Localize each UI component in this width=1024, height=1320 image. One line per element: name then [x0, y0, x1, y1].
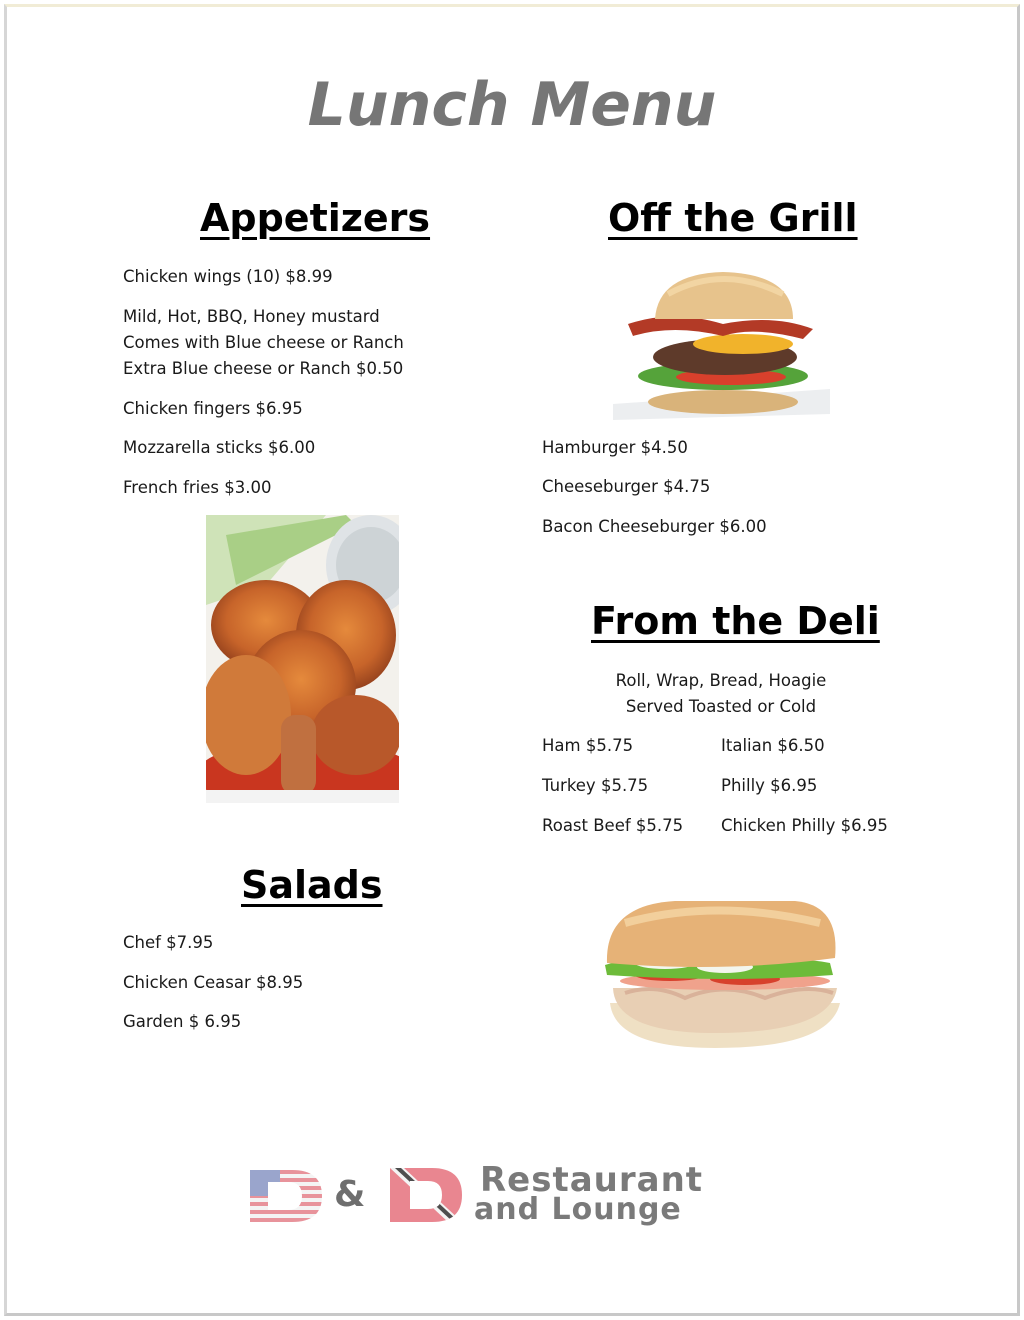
deli-subtitle-serving: Served Toasted or Cold: [625, 697, 817, 716]
menu-item: Garden $ 6.95: [123, 1012, 242, 1031]
tt-flag-d-icon: [390, 1168, 462, 1222]
menu-item: Chicken Ceasar $8.95: [123, 973, 304, 992]
chicken-wings-image: [206, 515, 399, 803]
cheeseburger-image: [613, 264, 830, 420]
menu-item: Hamburger $4.50: [542, 438, 688, 457]
sub-sandwich-image: [595, 893, 853, 1055]
appetizers-heading: Appetizers: [200, 196, 431, 240]
logo-ampersand: &: [334, 1174, 366, 1215]
deli-heading: From the Deli: [591, 599, 880, 643]
menu-item: Philly $6.95: [721, 776, 818, 795]
salads-heading: Salads: [241, 863, 383, 907]
deli-subtitle-breads: Roll, Wrap, Bread, Hoagie: [615, 671, 827, 690]
menu-item: Mozzarella sticks $6.00: [123, 438, 316, 457]
menu-item: Turkey $5.75: [542, 776, 649, 795]
page-title: Lunch Menu: [307, 70, 717, 140]
menu-page: [4, 4, 1020, 1316]
menu-item-note: Mild, Hot, BBQ, Honey mustard: [123, 307, 380, 326]
menu-item: Chicken Philly $6.95: [721, 816, 888, 835]
logo-lounge-text: and Lounge: [474, 1192, 682, 1227]
menu-item: Extra Blue cheese or Ranch $0.50: [123, 359, 404, 378]
menu-item: Ham $5.75: [542, 736, 634, 755]
menu-item: French fries $3.00: [123, 478, 272, 497]
logo-restaurant-text: Restaurant: [480, 1160, 704, 1200]
menu-item: Chicken wings (10) $8.99: [123, 267, 333, 286]
menu-item: Chicken fingers $6.95: [123, 399, 303, 418]
menu-item: Roast Beef $5.75: [542, 816, 684, 835]
menu-item-note: Comes with Blue cheese or Ranch: [123, 333, 404, 352]
menu-item: Chef $7.95: [123, 933, 214, 952]
menu-item: Cheeseburger $4.75: [542, 477, 711, 496]
grill-heading: Off the Grill: [608, 196, 858, 240]
restaurant-logo: [250, 1160, 790, 1230]
menu-item: Italian $6.50: [721, 736, 825, 755]
menu-item: Bacon Cheeseburger $6.00: [542, 517, 767, 536]
us-flag-d-icon: [250, 1170, 322, 1222]
